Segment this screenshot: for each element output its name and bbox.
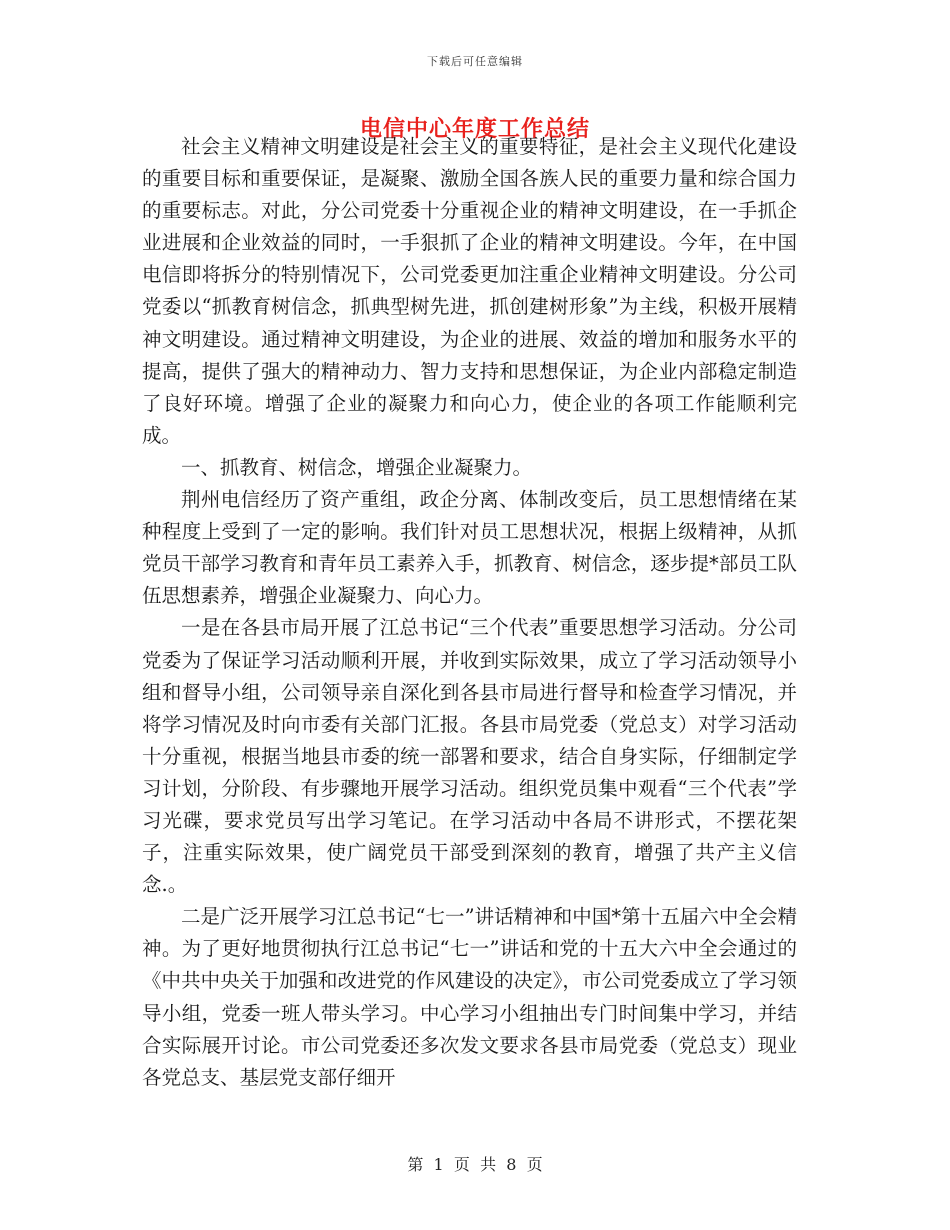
document-body — [142, 131, 797, 1094]
paragraph: 一是在各县市局开展了江总书记“三个代表”重要思想学习活动。分公司党委为了保证学习活动顺利开展，并收到实际效果，成立了学习活动领导小组和督导小组，公司领导亲自深化到各县市局进行督导和检查学习情况，并将学习情况及时向市委有关部门汇报。各县市局党委（党总支）对学习活动十分重视，根据当地县市委的统一部署和要求，结合自身实际，仔细制定学习计划，分阶段、有步骤地开展学习活动。组织党员集中观看“三个代表”学习光碟，要求党员写出学习笔记。在学习活动中各局不讲形式，不摆花架子，注重实际效果，使广阔党员干部受到深刻的教育，增强了共产主义信念.。 — [142, 616, 797, 897]
paragraph: 二是广泛开展学习江总书记“七一”讲话精神和中国*第十五届六中全会精神。为了更好地贯彻执行江总书记“七一”讲话和党的十五大六中全会通过的《中共中央关于加强和改进党的作风建设的决定》，市公司党委成立了学习领导小组，党委一班人带头学习。中心学习小组抽出专门时间集中学习，并结合实际展开讨论。市公司党委还多次发文要求各县市局党委（党总支）现业各党总支、基层党支部仔细开 — [142, 905, 797, 1089]
section-heading: 一、抓教育、树信念，增强企业凝聚力。 — [181, 455, 533, 479]
page-header-note: 下载后可任意编辑 — [427, 55, 523, 68]
page-number-footer: 第 1 页 共 8 页 — [407, 1155, 543, 1174]
document-title: 电信中心年度工作总结 — [359, 116, 590, 142]
paragraph: 社会主义精神文明建设是社会主义的重要特征，是社会主义现代化建设的重要目标和重要保证，是凝聚、激励全国各族人民的重要力量和综合国力的重要标志。对此，分公司党委十分重视企业的精神文明建设，在一手抓企业进展和企业效益的同时，一手狠抓了企业的精神文明建设。今年，在中国电信即将拆分的特别情况下，公司党委更加注重企业精神文明建设。分公司党委以“抓教育树信念，抓典型树先进，抓创建树形象”为主线，积极开展精神文明建设。通过精神文明建设，为企业的进展、效益的增加和服务水平的提高，提供了强大的精神动力、智力支持和思想保证，为企业内部稳定制造了良好环境。增强了企业的凝聚力和向心力，使企业的各项工作能顺利完成。 — [142, 135, 797, 447]
paragraph: 荆州电信经历了资产重组，政企分离、体制改变后，员工思想情绪在某种程度上受到了一定的影响。我们针对员工思想状况，根据上级精神，从抓党员干部学习教育和青年员工素养入手，抓教育、树信念，逐步提*部员工队伍思想素养，增强企业凝聚力、向心力。 — [142, 488, 797, 608]
